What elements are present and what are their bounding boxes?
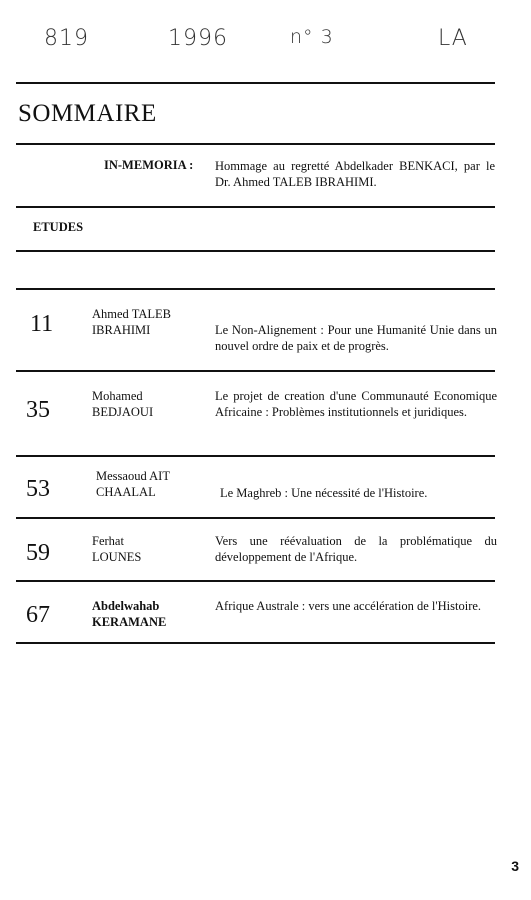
in-memoria-text: Hommage au regretté Abdelkader BENKACI, par le Dr. Ahmed TALEB IBRAHIMI. — [215, 159, 495, 189]
bottom-rule — [16, 642, 495, 644]
handwritten-note-year: 1996 — [168, 26, 228, 51]
rule-after-in-memoria — [16, 206, 495, 208]
in-memoria-label: IN-MEMORIA : — [104, 158, 194, 172]
entry-divider — [16, 517, 495, 519]
entry-divider — [16, 455, 495, 457]
entry-author: Messaoud AIT CHAALAL — [96, 469, 170, 499]
entry-title: Afrique Australe : vers une accélération de l'Histoire. — [215, 599, 482, 613]
entry-author: Mohamed BEDJAOUI — [92, 389, 154, 419]
page-number: 3 — [511, 858, 519, 874]
entry-title: Le Maghreb : Une nécessité de l'Histoire. — [220, 486, 428, 500]
handwritten-note-code: LA — [438, 26, 468, 51]
entry-page-number: 53 — [26, 476, 50, 502]
entry-page-number: 59 — [26, 540, 50, 566]
entry-page-number: 11 — [30, 311, 54, 337]
entry-title: Vers une réévaluation de la problématique du développement de l'Afrique. — [215, 534, 497, 564]
entry-page-number: 35 — [26, 397, 50, 423]
rule-before-entries — [16, 288, 495, 290]
entry-author: Abdelwahab KERAMANE — [92, 599, 167, 629]
entry-title: Le Non-Alignement : Pour une Humanité Unie dans un nouvel ordre de paix et de progrès. — [215, 323, 497, 353]
entry-divider — [16, 370, 495, 372]
top-rule — [16, 82, 495, 84]
entry-author: Ahmed TALEB IBRAHIMI — [92, 307, 171, 337]
handwritten-note-number: 819 — [44, 26, 89, 51]
entry-author: Ferhat LOUNES — [92, 534, 142, 564]
rule-after-title — [16, 143, 495, 145]
entry-divider — [16, 580, 495, 582]
entry-page-number: 67 — [26, 602, 50, 628]
handwritten-note-issue: n° 3 — [290, 26, 334, 48]
rule-after-etudes — [16, 250, 495, 252]
entry-title: Le projet de creation d'une Communauté Economique Africaine : Problèmes institutionnels et juridiques. — [215, 389, 497, 419]
page-title: SOMMAIRE — [18, 100, 157, 127]
section-label-etudes: ETUDES — [33, 220, 84, 234]
